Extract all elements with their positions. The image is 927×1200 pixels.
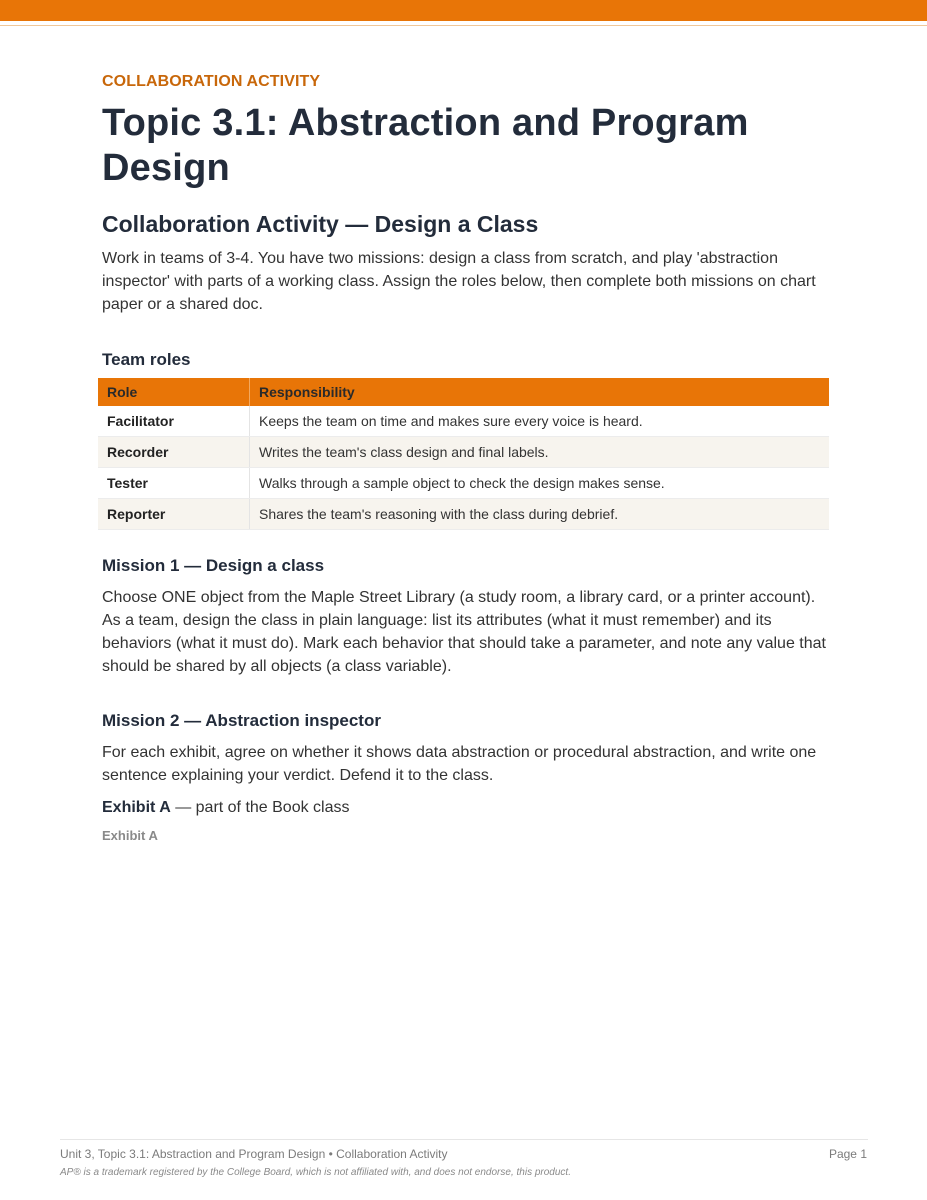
- role-cell: Reporter: [98, 499, 250, 530]
- roles-table-header: [98, 378, 829, 406]
- exhibit-a-line: [102, 796, 832, 819]
- table-row: [98, 499, 829, 530]
- mission1-heading: Mission 1 — Design a class: [102, 556, 325, 575]
- mission1-body: Choose ONE object from the Maple Street Library (a study room, a library card, or a printer account). As a team, design the class in plain language: list its attributes (what it must remember) and its behaviors (what it must do). Mark each behavior that should take a parameter, and note any value that should be shared by all objects (a class variable).: [102, 589, 826, 675]
- exhibit-a-label: Exhibit A: [102, 799, 171, 816]
- footer-breadcrumb: Unit 3, Topic 3.1: Abstraction and Program Design • Collaboration Activity: [60, 1147, 448, 1161]
- top-divider: [0, 25, 927, 26]
- column-header-role: Role: [98, 378, 250, 406]
- responsibility-cell: Writes the team's class design and final labels.: [250, 437, 830, 468]
- mission2-heading: Mission 2 — Abstraction inspector: [102, 711, 381, 730]
- table-row: [98, 468, 829, 499]
- activity-intro: Work in teams of 3-4. You have two missions: design a class from scratch, and play 'abstraction inspector' with parts of a working class. Assign the roles below, then complete both missions on chart paper or a shared doc.: [102, 250, 816, 313]
- activity-heading: Collaboration Activity — Design a Class: [102, 211, 539, 237]
- trademark-notice: AP® is a trademark registered by the College Board, which is not affiliated with, and does not endorse, this product.: [60, 1167, 571, 1178]
- page-number: Page 1: [828, 1147, 867, 1161]
- team-roles-heading: Team roles: [102, 350, 191, 369]
- column-header-responsibility: Responsibility: [250, 378, 830, 406]
- table-row: [98, 437, 829, 468]
- responsibility-cell: Walks through a sample object to check the design makes sense.: [250, 468, 830, 499]
- mission2-body: For each exhibit, agree on whether it shows data abstraction or procedural abstraction, and write one sentence explaining your verdict. Defend it to the class.: [102, 744, 817, 784]
- table-row: [98, 406, 829, 437]
- page-content: [102, 70, 832, 843]
- role-cell: Recorder: [98, 437, 250, 468]
- exhibit-a-description: — part of the Book class: [170, 799, 350, 816]
- top-accent-bar: [0, 0, 927, 21]
- eyebrow-label: COLLABORATION ACTIVITY: [102, 73, 321, 90]
- page-title: Topic 3.1: Abstraction and Program Design: [102, 102, 749, 189]
- responsibility-cell: Shares the team's reasoning with the class during debrief.: [250, 499, 830, 530]
- exhibit-a-caption: Exhibit A: [102, 828, 158, 843]
- roles-table: [98, 378, 829, 530]
- role-cell: Facilitator: [98, 406, 250, 437]
- role-cell: Tester: [98, 468, 250, 499]
- responsibility-cell: Keeps the team on time and makes sure every voice is heard.: [250, 406, 830, 437]
- footer-divider: [60, 1139, 868, 1140]
